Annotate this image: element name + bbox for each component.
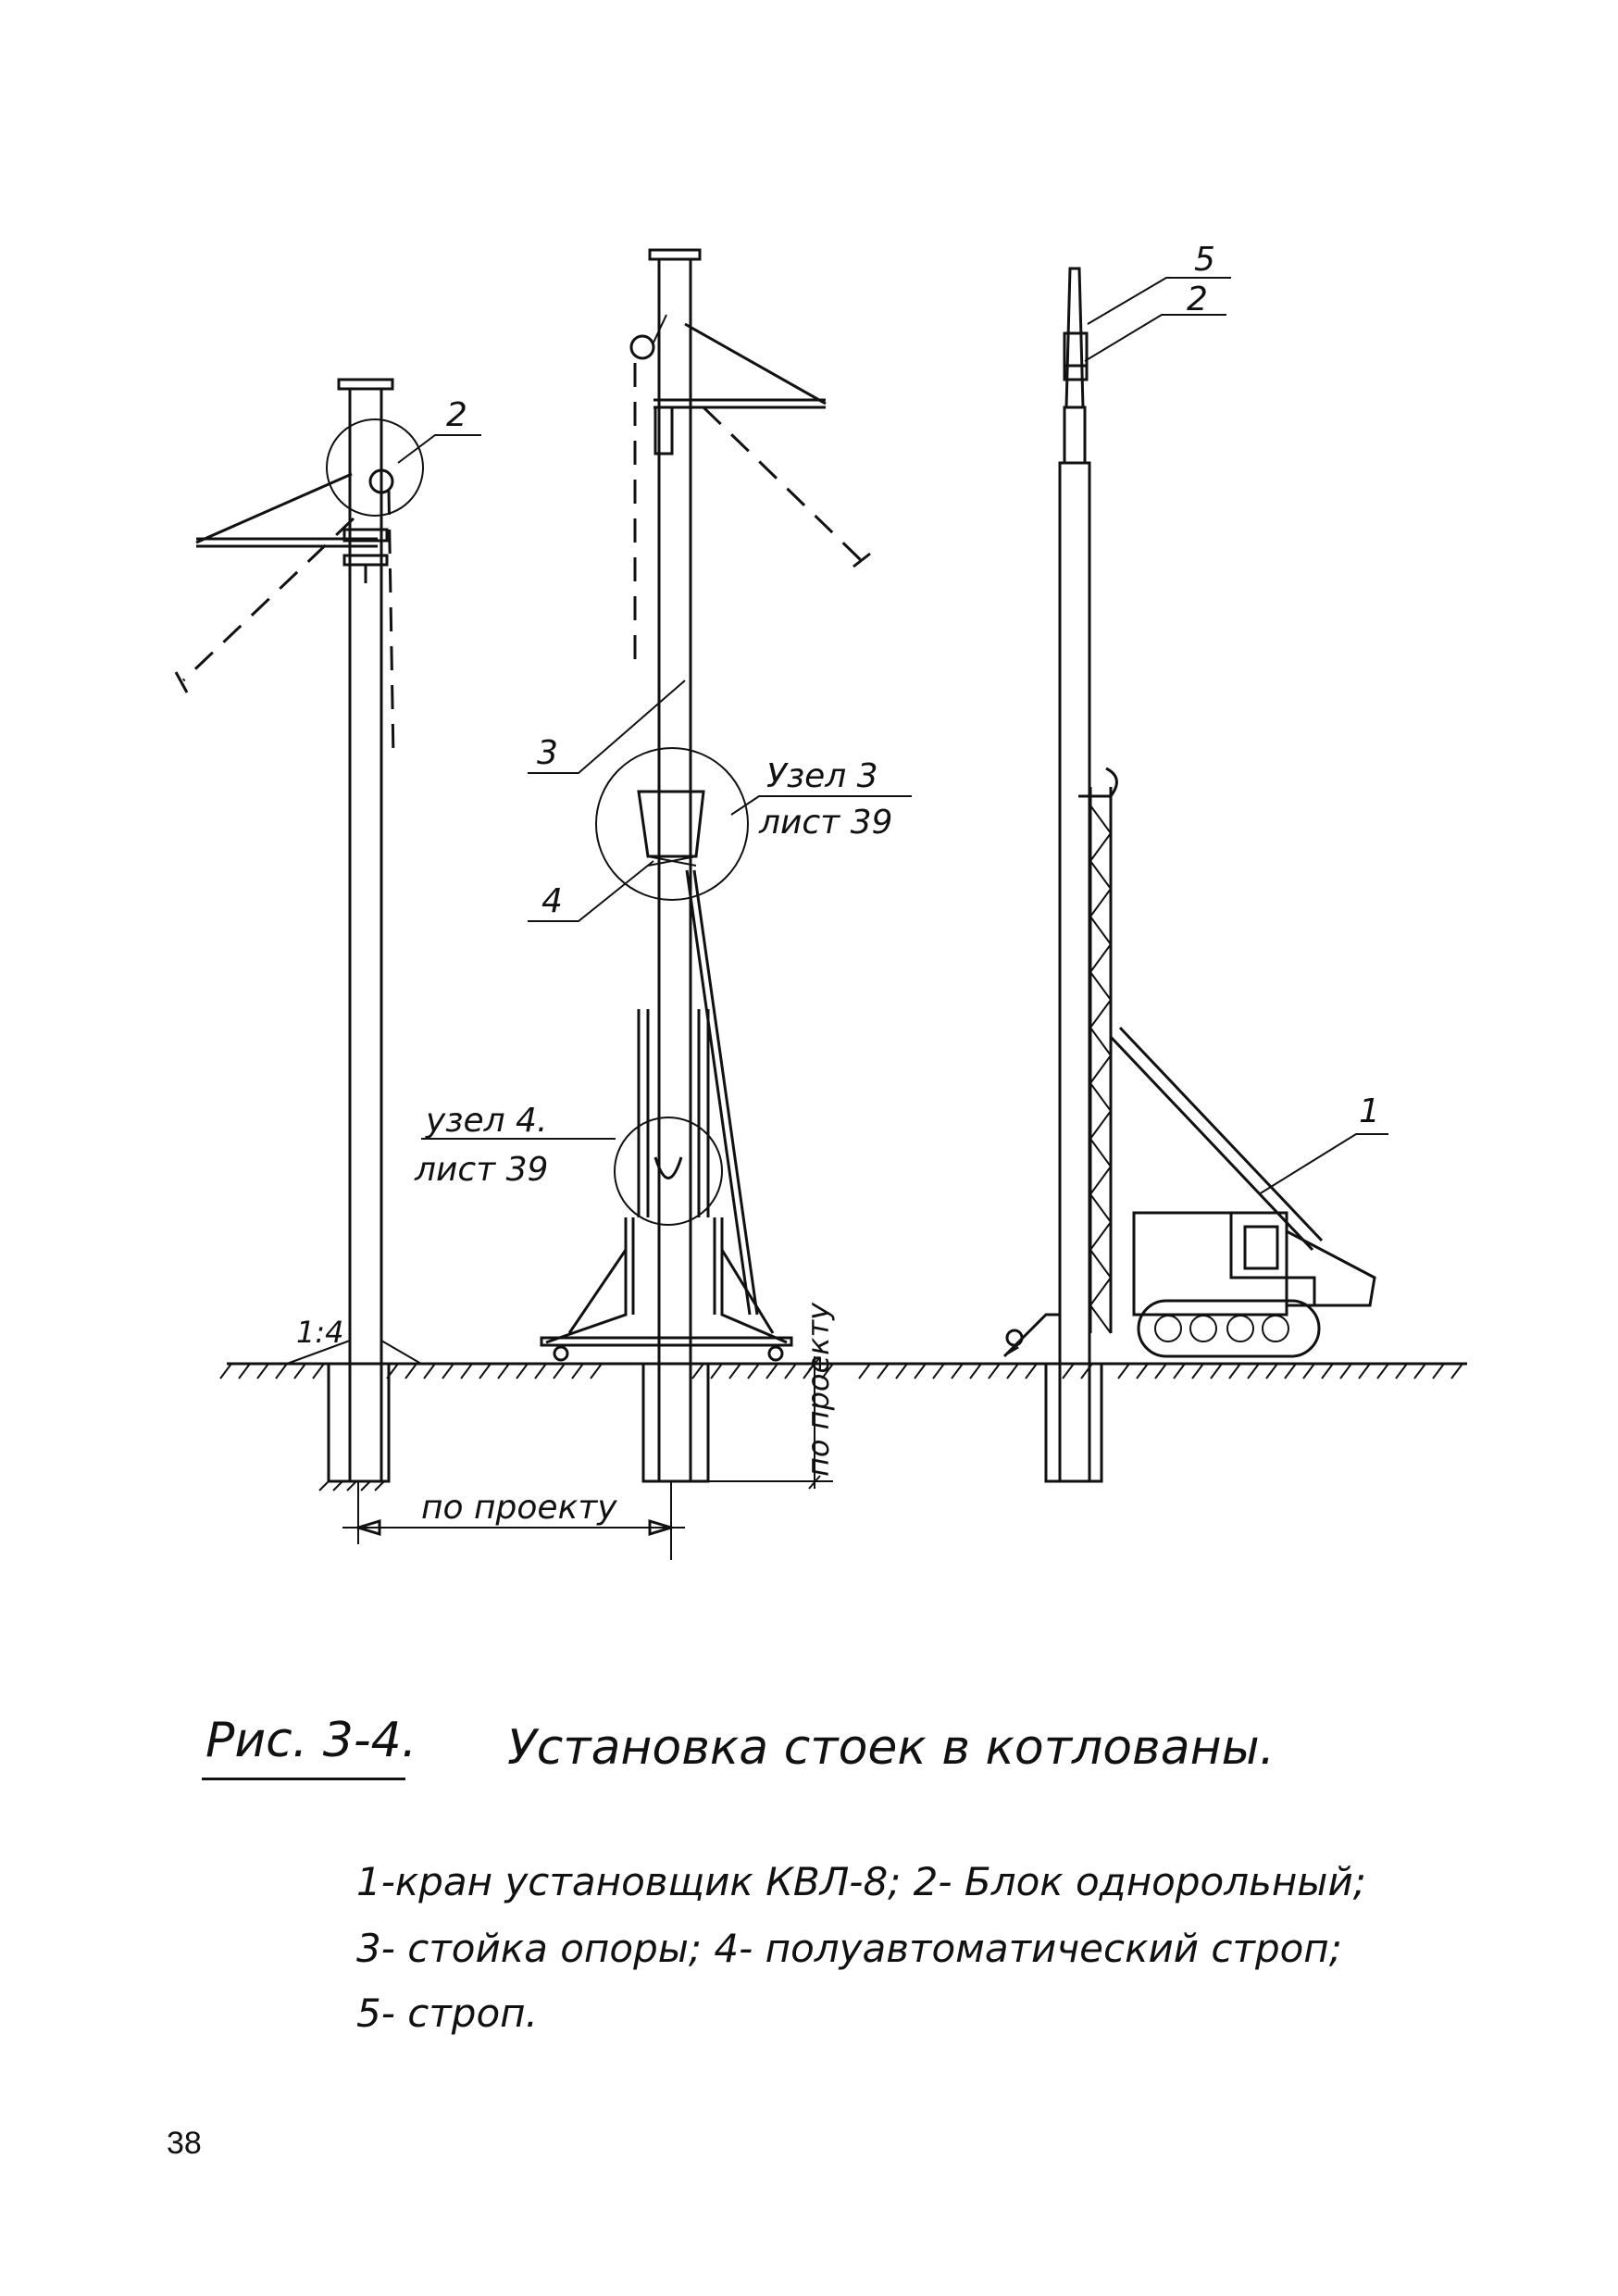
page-number: 38 — [167, 2126, 202, 2161]
ground-line — [220, 1364, 1467, 1379]
label-middle-post: 3 — [537, 734, 558, 772]
label-node4-title: узел 4. — [426, 1102, 548, 1140]
legend-line-2: 3- стойка опоры; 4- полуавтоматический строп; — [356, 1926, 1342, 1971]
label-node3-title: Узел 3 — [766, 757, 878, 795]
figure-number-underline — [202, 1778, 405, 1780]
legend-line-1: 1-кран установщик КВЛ-8; 2- Блок однорольный; — [356, 1859, 1366, 1904]
figure-number: Рис. 3-4. — [205, 1713, 417, 1768]
label-node4-sheet: лист 39 — [415, 1151, 549, 1189]
label-middle-sling: 4 — [541, 882, 563, 920]
label-depth-by-project: по проекту — [801, 1302, 836, 1477]
label-crane: 1 — [1359, 1092, 1380, 1130]
label-left-block: 2 — [446, 396, 467, 434]
right-crane-assembly — [1004, 268, 1388, 1481]
legend-line-3: 5- строп. — [356, 1990, 538, 2036]
middle-post-assembly — [421, 250, 912, 1489]
label-slope: 1:4 — [296, 1315, 344, 1350]
label-distance-by-project: по проекту — [421, 1489, 617, 1527]
label-right-sling: 5 — [1194, 241, 1215, 279]
label-node3-sheet: лист 39 — [759, 804, 893, 842]
label-right-block: 2 — [1187, 281, 1208, 318]
figure-title: Установка стоек в котлованы. — [507, 1720, 1276, 1776]
